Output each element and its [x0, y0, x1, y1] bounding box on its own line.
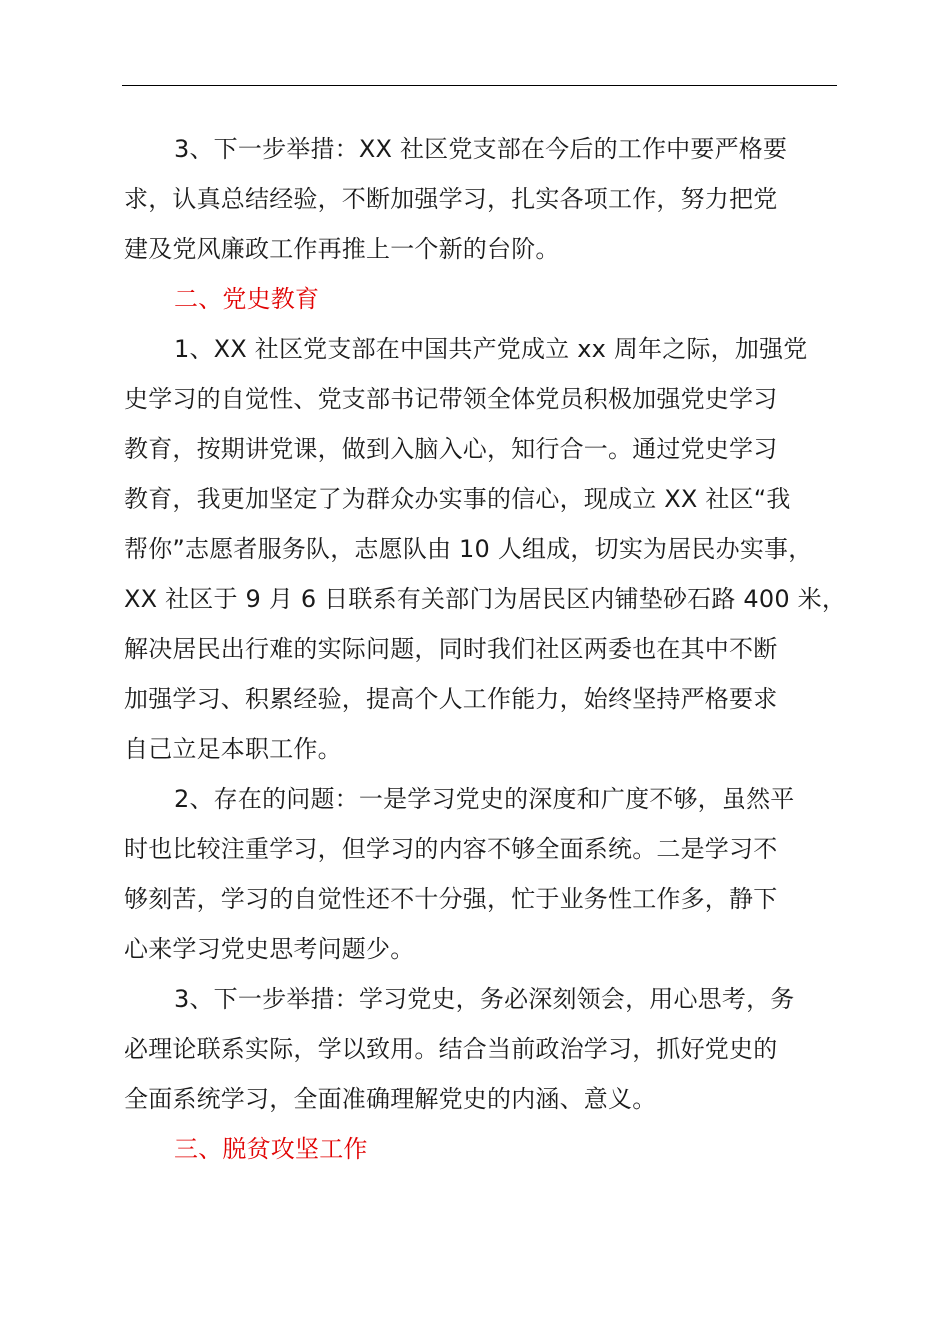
paragraph-line: 1、XX 社区党支部在中国共产党成立 xx 周年之际，加强党	[174, 335, 808, 363]
paragraph-line: 3、下一步举措：学习党史，务必深刻领会，用心思考，务	[174, 985, 795, 1013]
paragraph-line: 2、存在的问题：一是学习党史的深度和广度不够，虽然平	[174, 785, 795, 813]
paragraph-line: 全面系统学习，全面准确理解党史的内涵、意义。	[124, 1085, 657, 1113]
paragraph-line: 教育，按期讲党课，做到入脑入心，知行合一。通过党史学习	[124, 435, 778, 463]
paragraph-line: 解决居民出行难的实际问题，同时我们社区两委也在其中不断	[124, 635, 778, 663]
paragraph-line: 自己立足本职工作。	[124, 735, 342, 763]
header-rule	[122, 85, 837, 86]
paragraph-line: 教育，我更加坚定了为群众办实事的信心，现成立 XX 社区“我	[124, 485, 791, 513]
paragraph-line: 求，认真总结经验，不断加强学习，扎实各项工作，努力把党	[124, 185, 778, 213]
paragraph-line: 心来学习党史思考问题少。	[124, 935, 415, 963]
document-body	[124, 124, 864, 1174]
paragraph-line: XX 社区于 9 月 6 日联系有关部门为居民区内铺垫砂石路 400 米，	[124, 585, 847, 613]
paragraph-line: 帮你”志愿者服务队，志愿队由 10 人组成，切实为居民办实事，	[124, 535, 813, 563]
paragraph-line: 建及党风廉政工作再推上一个新的台阶。	[124, 235, 560, 263]
paragraph-line: 加强学习、积累经验，提高个人工作能力，始终坚持严格要求	[124, 685, 778, 713]
paragraph-line: 史学习的自觉性、党支部书记带领全体党员积极加强党史学习	[124, 385, 778, 413]
section-heading: 三、脱贫攻坚工作	[174, 1135, 368, 1163]
section-heading: 二、党史教育	[174, 285, 320, 313]
paragraph-line: 3、下一步举措：XX 社区党支部在今后的工作中要严格要	[174, 135, 788, 163]
paragraph-line: 时也比较注重学习，但学习的内容不够全面系统。二是学习不	[124, 835, 778, 863]
paragraph-line: 必理论联系实际，学以致用。结合当前政治学习，抓好党史的	[124, 1035, 778, 1063]
paragraph-line: 够刻苦，学习的自觉性还不十分强，忙于业务性工作多，静下	[124, 885, 778, 913]
